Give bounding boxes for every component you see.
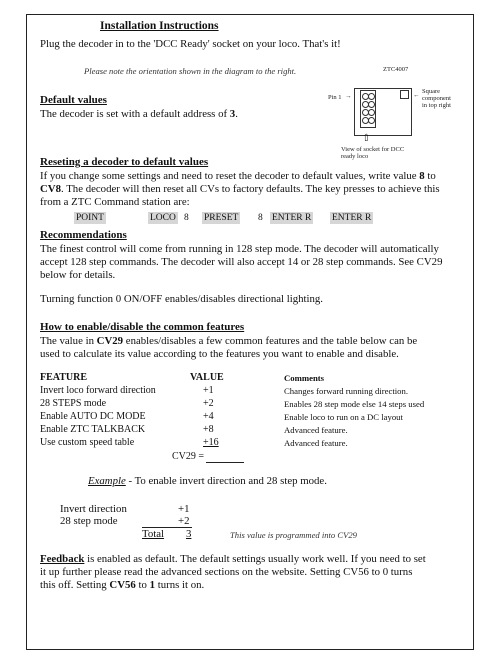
key-point: POINT xyxy=(76,213,104,223)
key-enter-r: ENTER R xyxy=(272,213,312,223)
table-cell: +8 xyxy=(203,424,214,435)
recommendations-heading: Recommendations xyxy=(40,229,127,241)
table-cell: Advanced feature. xyxy=(284,438,348,448)
reset-line-2: CV8. The decoder will then reset all CVs to factory defaults. The key presses to achieve this xyxy=(40,183,440,195)
intro-text: Plug the decoder in to the 'DCC Ready' socket on your loco. That's it! xyxy=(40,38,341,50)
key-enter-r: ENTER R xyxy=(332,213,372,223)
page-title: Installation Instructions xyxy=(100,20,219,32)
recommendations-line-2: accept 128 step commands. The decoder will also accept 14 or 28 step commands. See CV29 xyxy=(40,256,443,268)
column-header: Comments xyxy=(284,373,325,383)
orientation-note: Please note the orientation shown in the diagram to the right. xyxy=(84,66,297,76)
feedback-line-1: Feedback is enabled as default. The default settings usually work well. If you need to set xyxy=(40,553,426,565)
example-total-value: 3 xyxy=(186,528,192,540)
table-cell: +1 xyxy=(203,385,214,396)
column-header: FEATURE xyxy=(40,372,88,383)
table-cell: Enable loco to run on a DC layout xyxy=(284,412,403,422)
example-row-name: 28 step mode xyxy=(60,515,118,527)
key-loco: LOCO xyxy=(150,213,176,223)
default-values-heading: Default values xyxy=(40,94,107,106)
table-cell: Enables 28 step mode else 14 steps used xyxy=(284,399,425,409)
default-values-text: The decoder is set with a default address of 3. xyxy=(40,108,238,120)
example-text: Example - To enable invert direction and 28 step mode. xyxy=(88,475,327,487)
pin1-label: Pin 1 xyxy=(328,94,342,101)
feedback-line-2: it up further please read the advanced sections on the website. Setting CV56 to 0 turns xyxy=(40,566,413,578)
table-cell: +16 xyxy=(203,437,219,448)
model-label: ZTC4007 xyxy=(383,66,409,73)
key-8: 8 xyxy=(184,213,189,223)
table-cell: +4 xyxy=(203,411,214,422)
cv29-heading: How to enable/disable the common features xyxy=(40,321,245,333)
table-cell: Enable AUTO DC MODE xyxy=(40,411,146,422)
example-row-value: +1 xyxy=(178,503,190,515)
arrow-up-icon: ⇧ xyxy=(362,133,371,144)
cv29-line-1: The value in CV29 enables/disables a few common features and the table below can be xyxy=(40,335,418,347)
example-row-name: Invert direction xyxy=(60,503,127,515)
recommendations-line-1: The finest control will come from running in 128 step mode. The decoder will automatically xyxy=(40,243,439,255)
total-line xyxy=(206,462,244,463)
example-row-value: +2 xyxy=(178,515,190,527)
reset-line-1: If you change some settings and need to reset the decoder to default values, write value 8 to xyxy=(40,170,436,182)
key-8: 8 xyxy=(258,213,263,223)
key-preset: PRESET xyxy=(204,213,239,223)
socket-view-label: View of socket for DCC ready loco xyxy=(341,146,405,160)
table-cell: Advanced feature. xyxy=(284,425,348,435)
example-note: This value is programmed into CV29 xyxy=(230,530,357,540)
table-cell: Enable ZTC TALKBACK xyxy=(40,424,146,435)
cv29-total-label: CV29 = xyxy=(172,451,205,462)
arrow-left-icon: ← xyxy=(413,92,420,99)
lighting-text: Turning function 0 ON/OFF enables/disables directional lighting. xyxy=(40,293,323,305)
reset-line-3: from a ZTC Command station are: xyxy=(40,196,190,208)
table-cell: Invert loco forward direction xyxy=(40,385,156,396)
square-label: Square component in top right xyxy=(422,88,451,109)
table-cell: Use custom speed table xyxy=(40,437,135,448)
square-component xyxy=(400,90,409,99)
table-cell: 28 STEPS mode xyxy=(40,398,107,409)
table-cell: +2 xyxy=(203,398,214,409)
column-header: VALUE xyxy=(190,372,224,383)
arrow-right-icon: → xyxy=(345,93,352,100)
recommendations-line-3: below for details. xyxy=(40,269,116,281)
feedback-line-3: this off. Setting CV56 to 1 turns it on. xyxy=(40,579,205,591)
example-total-label: Total xyxy=(142,528,165,540)
cv29-line-2: used to calculate its value according to the features you want to enable and disable. xyxy=(40,348,399,360)
reset-heading: Reseting a decoder to default values xyxy=(40,156,209,168)
table-cell: Changes forward running direction. xyxy=(284,386,409,396)
